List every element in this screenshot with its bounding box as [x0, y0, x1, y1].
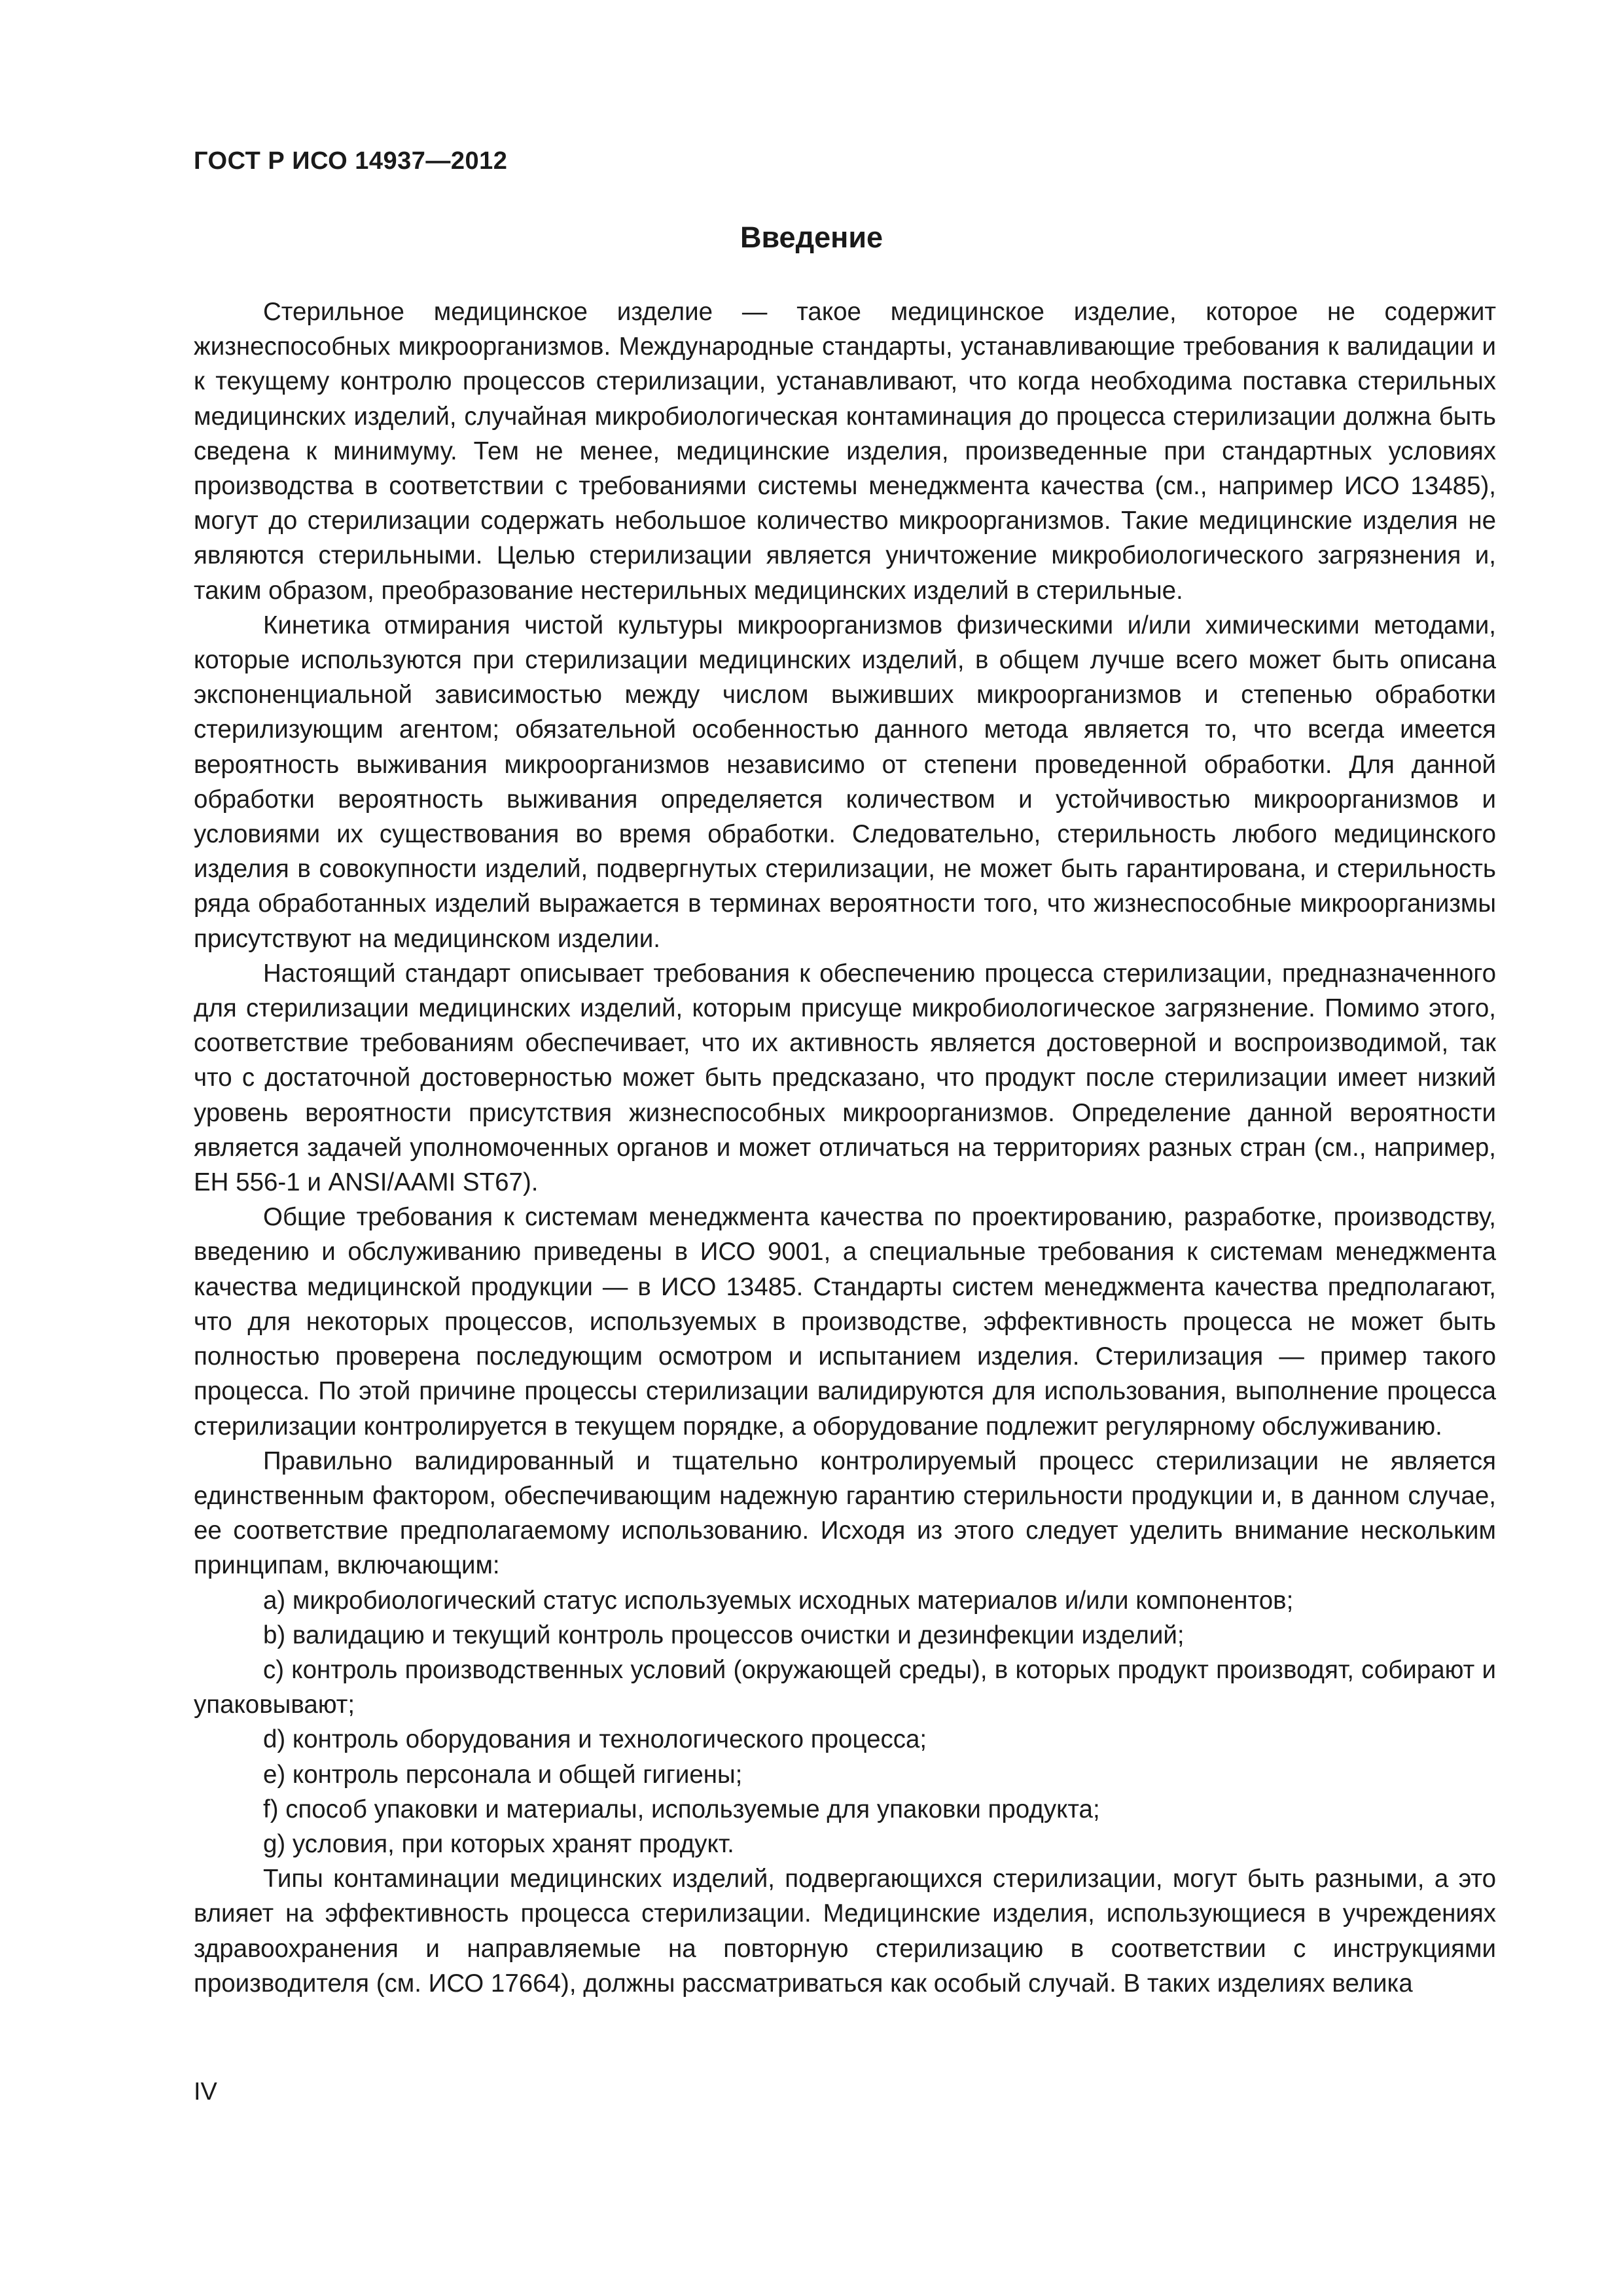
paragraph: Кинетика отмирания чистой культуры микроорганизмов физическими и/или химическими методами, которые используются при стерилизации медицинских изделий, в общем лучше всего может быть описана экспоненциальной зависимостью между числом выживших микроорганизмов и степенью обработки стерилизующим агентом; обязательной особенностью данного метода является то, что всегда имеется вероятность выживания микроорганизмов независимо от степени проведенной обработки. Для данной обработки вероятность выживания определяется количеством и устойчивостью микроорганизмов и условиями их существования во время обработки. Следовательно, стерильность любого медицинского изделия в совокупности изделий, подвергнутых стерилизации, не может быть гарантирована, и стерильность ряда обработанных изделий выражается в терминах вероятности того, что жизнеспособные микроорганизмы присутствуют на медицинском изделии.: [194, 611, 1496, 953]
paragraph: Общие требования к системам менеджмента качества по проектированию, разработке, производству, введению и обслуживанию приведены в ИСО 9001, а специальные требования к системам менеджмента качества медицинской продукции — в ИСО 13485. Стандарты систем менеджмента качества предполагают, что для некоторых процессов, используемых в производстве, эффективность процесса не может быть полностью проверена последующим осмотром и испытанием изделия. Стерилизация — пример такого процесса. По этой причине процессы стерилизации валидируются для использования, выполнение процесса стерилизации контролируется в текущем порядке, а оборудование подлежит регулярному обслуживанию.: [194, 1203, 1496, 1441]
list-item: a) микробиологический статус используемых исходных материалов и/или компонентов;: [263, 1586, 1294, 1615]
list-item: b) валидацию и текущий контроль процессов очистки и дезинфекции изделий;: [263, 1621, 1185, 1649]
paragraph: Настоящий стандарт описывает требования к обеспечению процесса стерилизации, предназначенного для стерилизации медицинских изделий, которым присуще микробиологическое загрязнение. Помимо этого, соответствие требованиям обеспечивает, что их активность является достоверной и воспроизводимой, так что с достаточной достоверностью может быть предсказано, что продукт после стерилизации имеет низкий уровень вероятности присутствия жизнеспособных микроорганизмов. Определение данной вероятности является задачей уполномоченных органов и может отличаться на территориях разных стран (см., например, ЕН 556-1 и ANSI/AAMI ST67).: [194, 959, 1496, 1197]
list-item: c) контроль производственных условий (окружающей среды), в которых продукт производят, собирают и упаковывают;: [194, 1655, 1496, 1719]
page-number: IV: [194, 2078, 217, 2106]
document-id-header: ГОСТ Р ИСО 14937—2012: [194, 147, 508, 175]
paragraph: Правильно валидированный и тщательно контролируемый процесс стерилизации не является единственным фактором, обеспечивающим надежную гарантию стерильности продукции и, в данном случае, ее соответствие предполагаемому использованию. Исходя из этого следует уделить внимание нескольким принципам, включающим:: [194, 1446, 1496, 1580]
list-item: e) контроль персонала и общей гигиены;: [263, 1760, 743, 1789]
list-item: g) условия, при которых хранят продукт.: [263, 1829, 734, 1858]
paragraph: Стерильное медицинское изделие — такое медицинское изделие, которое не содержит жизнеспособных микроорганизмов. Международные стандарты, устанавливающие требования к валидации и к текущему контролю процессов стерилизации, устанавливают, что когда необходима поставка стерильных медицинских изделий, случайная микробиологическая контаминация до процесса стерилизации должна быть сведена к минимуму. Тем не менее, медицинские изделия, произведенные при стандартных условиях производства в соответствии с требованиями системы менеджмента качества (см., например ИСО 13485), могут до стерилизации содержать небольшое количество микроорганизмов. Такие медицинские изделия не являются стерильными. Целью стерилизации является уничтожение микробиологического загрязнения и, таким образом, преобразование нестерильных медицинских изделий в стерильные.: [194, 298, 1496, 605]
paragraph: Типы контаминации медицинских изделий, подвергающихся стерилизации, могут быть разными, а это влияет на эффективность процесса стерилизации. Медицинские изделия, использующиеся в учреждениях здравоохранения и направляемые на повторную стерилизацию в соответствии с инструкциями производителя (см. ИСО 17664), должны рассматриваться как особый случай. В таких изделиях велика: [194, 1865, 1496, 1998]
list-item: d) контроль оборудования и технологического процесса;: [263, 1725, 927, 1754]
list-item: f) способ упаковки и материалы, используемые для упаковки продукта;: [263, 1795, 1100, 1823]
document-body: [194, 295, 1496, 2001]
section-title: Введение: [740, 221, 883, 254]
